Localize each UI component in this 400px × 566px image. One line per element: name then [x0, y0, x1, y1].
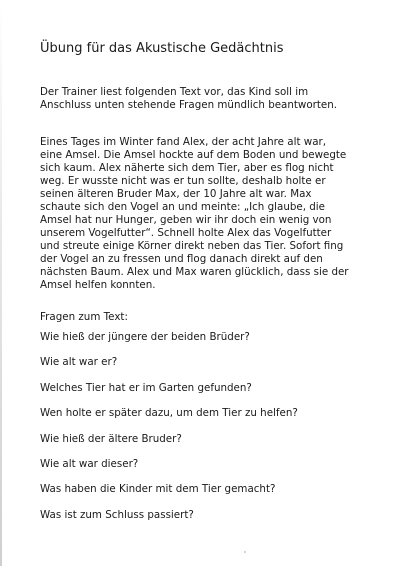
question-item: Wen holte er später dazu, um dem Tier zu helfen? [40, 407, 298, 420]
question-list [40, 331, 298, 534]
story-line: schaute sich den Vogel an und meinte: „Ich glaube, die [40, 201, 325, 213]
story-line: und streute einige Körner direkt neben das Tier. Sofort fing [40, 240, 344, 252]
question-item: Wie alt war er? [40, 356, 118, 369]
question-item: Wie hieß der jüngere der beiden Brüder? [40, 331, 250, 343]
story-paragraph [40, 136, 376, 292]
question-item: Wie alt war dieser? [40, 457, 139, 470]
intro-line: Anschluss unten stehende Fragen mündlich beantworten. [40, 99, 338, 111]
story-line: nächsten Baum. Alex und Max waren glücklich, dass sie der [40, 266, 349, 278]
story-line: weg. Er wusste nicht was er tun sollte, deshalb holte er [40, 175, 326, 187]
story-line: Amsel hat nur Hunger, geben wir ihr doch ein wenig von [40, 214, 332, 226]
questions-heading: Fragen zum Text: [40, 311, 128, 323]
question-item: Wie hieß der ältere Bruder? [40, 432, 182, 445]
page-title: Übung für das Akustische Gedächtnis [40, 41, 284, 56]
question-item: Was haben die Kinder mit dem Tier gemacht? [40, 483, 276, 496]
intro-paragraph [40, 86, 376, 112]
story-line: Amsel helfen konnten. [40, 279, 156, 291]
story-line: Eines Tages im Winter fand Alex, der acht Jahre alt war, [40, 136, 327, 148]
scan-edge-shadow [0, 0, 2, 566]
story-line: der Vogel an zu fressen und flog danach direkt auf den [40, 253, 323, 265]
story-line: unserem Vogelfutter“. Schnell holte Alex das Vogelfutter [40, 227, 332, 239]
story-line: sich kaum. Alex näherte sich dem Tier, aber es flog nicht [40, 162, 334, 174]
intro-line: Der Trainer liest folgenden Text vor, das Kind soll im [40, 86, 309, 98]
story-line: eine Amsel. Die Amsel hockte auf dem Boden und bewegte [40, 149, 347, 161]
scan-speck [244, 551, 246, 553]
story-line: seinen älteren Bruder Max, der 10 Jahre alt war. Max [40, 188, 312, 200]
question-item: Welches Tier hat er im Garten gefunden? [40, 381, 252, 394]
question-item: Was ist zum Schluss passiert? [40, 508, 194, 521]
